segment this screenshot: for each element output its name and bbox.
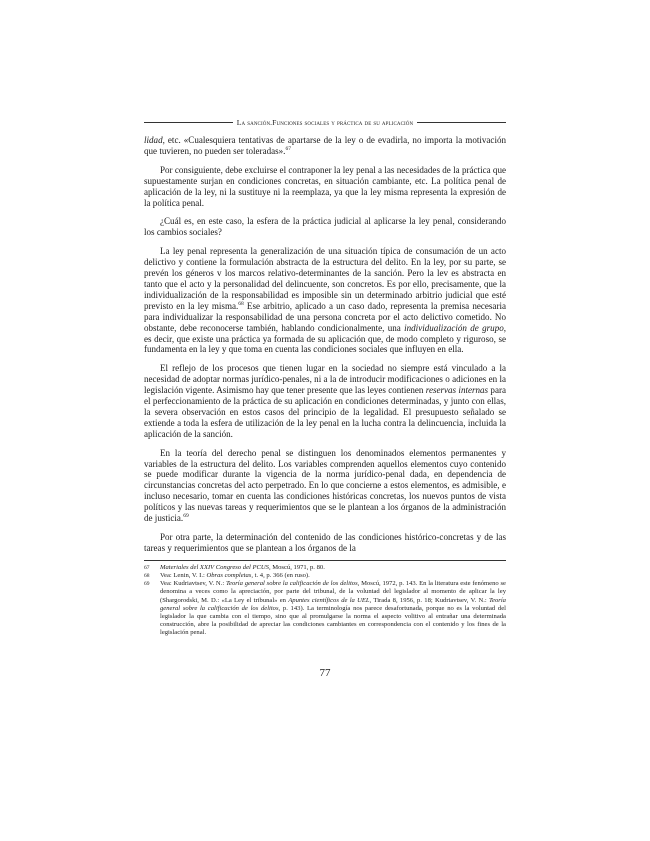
paragraph-4-italic: individualización de grupo, xyxy=(404,322,506,333)
footnote-italic: Obras completas, xyxy=(206,572,253,580)
footnote-68 xyxy=(144,572,506,580)
footnote-ref-68: 68 xyxy=(238,300,244,307)
footnote-plain: Moscú, 1971, p. 80. xyxy=(270,563,325,571)
footnote-italic: Teoría general sobre la calificación de los delitos, xyxy=(225,580,360,588)
paragraph-1-italic: lidad, xyxy=(144,135,165,145)
footnote-number: 67 xyxy=(144,564,150,571)
footnote-plain: p. 143). La terminología nos parece desafortunada, porque no es la voluntad del legislador la que cambia con el tiempo, sino que al promulgarse la norma el aspecto volitivo al entrañar una determinada construcción, abre la posibilidad de apreciar las condiciones cambiantes en correspondencia con el contenido y los fines de la legislación penal. xyxy=(160,604,506,637)
footnote-ref-67: 67 xyxy=(285,145,291,152)
paragraph-7: Por otra parte, la determinación del contenido de las condiciones histórico-concretas y de las tareas y requerimientos que se plantean a los órganos de la xyxy=(144,532,506,553)
running-head-title: Funciones sociales y práctica de su aplicación xyxy=(272,118,414,127)
footnote-67 xyxy=(144,564,506,572)
footnote-plain: Vea: Lenin, V. I.: xyxy=(160,572,207,580)
footnote-69 xyxy=(144,580,506,637)
book-page xyxy=(144,118,506,638)
running-head xyxy=(144,118,506,127)
footnote-plain: t. 4, p. 366 (en ruso). xyxy=(253,572,310,580)
paragraph-4-text-b: Ese arbitrio, aplicado a un caso dado, representa la premisa necesaria para individualizar la responsabilidad de una persona concreta por el acto delictivo cometido. No obstante, debe reconocerse también, hablando condicionalmente, una xyxy=(144,300,506,333)
paragraph-4-text-a: La ley penal representa la generalización de una situación típica de consumación de un acto delictivo y contiene la formulación abstracta de la estructura del delito. En la ley, por su parte, se prevén los géneros v los marcos relativo-determinantes de la sanción. Pero la lev es abstracta en tanto que el acto y la personalidad del delincuente, son concretos. Es por ello, precisamente, que la individualización de la responsabilidad es imposible sin un determinado arbitrio judicial que esté previsto en la ley misma. xyxy=(144,246,506,311)
paragraph-5-italic: reservas internas xyxy=(425,385,489,396)
paragraph-1-text: etc. «Cualesquiera tentativas de apartarse de la ley o de evadirla, no importa la motivación que tuvieren, no pueden ser toleradas». xyxy=(144,135,506,156)
paragraph-4-text-c: es decir, que existe una práctica ya formada de su aplicación que, de modo completo y riguroso, se fundamenta en la ley y que toma en cuenta las condiciones sociales que influyen en ella. xyxy=(144,333,506,355)
running-head-rule-left xyxy=(144,122,233,123)
footnote-text xyxy=(160,580,506,637)
page-number: 77 xyxy=(319,667,331,679)
paragraph-3: ¿Cuál es, en este caso, la esfera de la práctica judicial al aplicarse la ley penal, considerando los cambios sociales? xyxy=(144,216,506,238)
footnote-text xyxy=(160,564,506,572)
footnote-number: 69 xyxy=(144,581,150,588)
paragraph-2: Por consiguiente, debe excluirse el contraponer la ley penal a las necesidades de la práctica que supuestamente surjan en condiciones concretas, en situación cambiante, etc. La política penal de aplicación de la ley, ni la sustituye ni la reemplaza, ya que la ley misma representa la expresión de la política penal. xyxy=(144,164,506,208)
paragraph-4 xyxy=(144,246,506,355)
body-text xyxy=(144,135,506,554)
footnote-italic: Teoría general sobre la calificación de los delitos, xyxy=(160,596,506,612)
paragraph-5 xyxy=(144,363,506,439)
running-head-prefix: La sanción. xyxy=(236,118,273,127)
footnote-number: 68 xyxy=(144,573,150,580)
paragraph-6 xyxy=(144,448,506,524)
footnote-italic: Materiales del XXIV Congreso del PCUS, xyxy=(160,563,271,571)
footnote-plain: Vea: Kudriavtsev, V. N.: xyxy=(160,580,226,588)
footnote-italic: Apuntes científicos de la UEL, xyxy=(288,596,372,604)
paragraph-1 xyxy=(144,135,506,157)
footnote-plain: Tirada 8, 1956, p. 18; Kudriavtsev, V. N.: xyxy=(371,596,489,604)
paragraph-5-text-b: para el perfeccionamiento de la práctica de su aplicación en condiciones determinadas, y junto con ellas, la severa observación en estos casos del principio de la legalidad. El presupuesto señalado se extiende a toda la esfera de utilización de la ley penal en la lucha contra la delincuencia, incluida la aplicación de la sanción. xyxy=(144,385,507,439)
footnote-plain: Moscú, 1972, p. 143. En la literatura este fenómeno se denomina a veces como la apreciación, por parte del tribunal, de la voluntad del legislador al momento de aplicar la ley (Shargorodski, M. D.: «La Ley el tribunal» en xyxy=(160,580,506,604)
paragraph-6-text: En la teoría del derecho penal se distinguen los denominados elementos permanentes y variables de la estructura del delito. Los variables comprenden aquellos elementos cuyo contenido se puede modificar durante la vigencia de la norma jurídico-penal dada, en dependencia de circunstancias concretas del acto perpetrado. En lo que concierne a estos elementos, es admisible, e incluso necesario, tomar en cuenta las condiciones históricas concretas, los nuevos puntos de vista políticos y las nuevas tareas y requerimientos que se le plantean a los órganos de la administración de justicia. xyxy=(144,447,506,524)
running-head-rule-right xyxy=(417,122,506,123)
footnotes xyxy=(144,560,506,638)
footnote-text xyxy=(160,572,506,580)
footnote-ref-69: 69 xyxy=(183,513,189,520)
paragraph-5-text-a: El reflejo de los procesos que tienen lugar en la sociedad no siempre está vinculado a la necesidad de adoptar normas jurídico-penales, ni a la de introducir modificaciones o adiciones en la legislación vigente. Asimismo hay que tener presente que las leyes contienen xyxy=(144,363,506,396)
